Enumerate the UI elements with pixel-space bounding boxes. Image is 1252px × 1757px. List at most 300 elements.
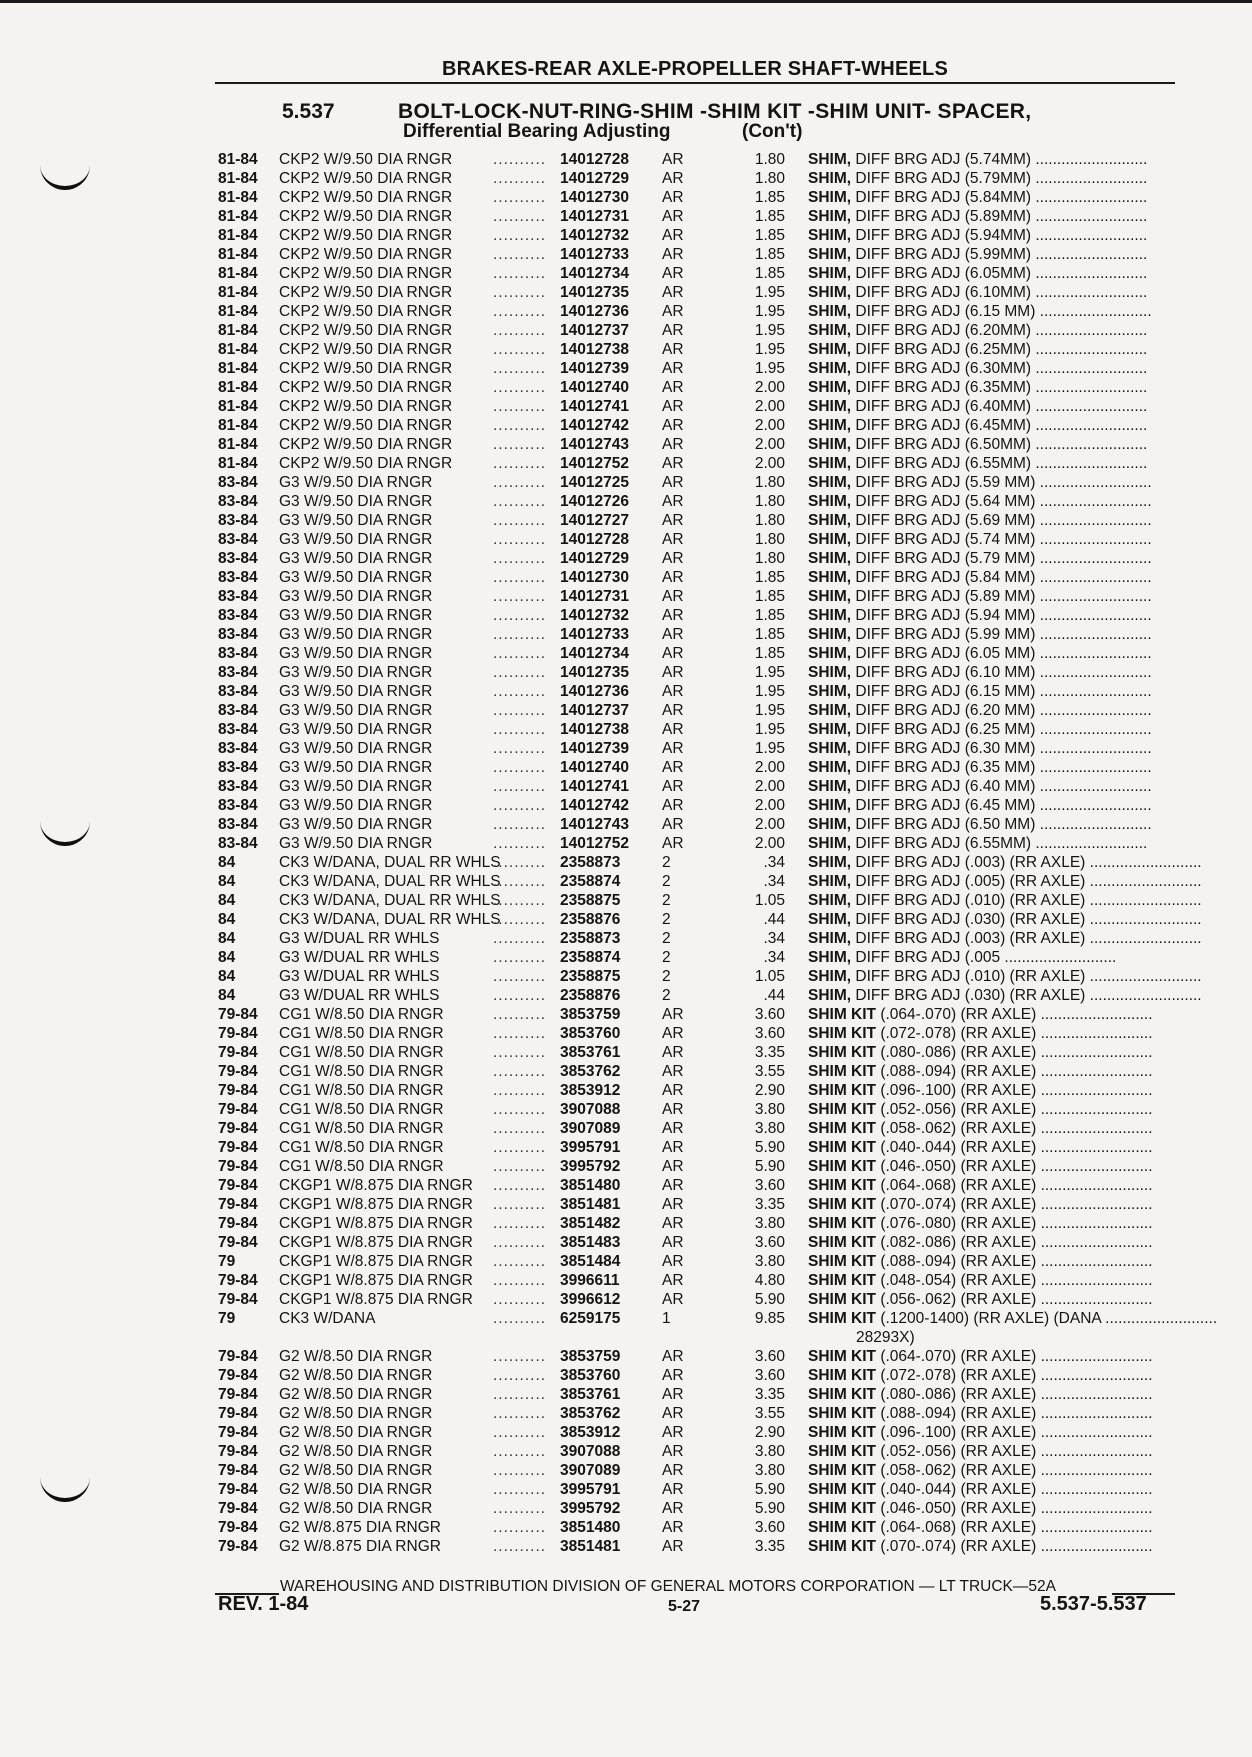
part-description (808, 606, 1176, 625)
year-range: 79-84 (218, 1348, 258, 1365)
price: 1.85 (754, 607, 785, 624)
part-spec: DIFF BRG ADJ (6.30 MM) (851, 740, 1036, 757)
quantity: AR (662, 1253, 684, 1270)
leader-dots: .......... (493, 987, 547, 1004)
price: 5.90 (754, 1139, 785, 1156)
model-application: CKP2 W/9.50 DIA RNGR (279, 189, 453, 206)
year-range: 83-84 (218, 550, 258, 567)
table-row (0, 986, 1252, 1005)
quantity: 2 (662, 911, 671, 928)
year-range: 83-84 (218, 588, 258, 605)
part-number: 3851480 (560, 1177, 621, 1194)
leader-dots: .......................... (1031, 322, 1148, 339)
part-type: SHIM, (808, 341, 852, 358)
table-row (0, 1347, 1252, 1366)
part-spec: DIFF BRG ADJ (.030) (RR AXLE) (851, 987, 1086, 1004)
part-type: SHIM, (808, 265, 852, 282)
model-application: G2 W/8.50 DIA RNGR (279, 1462, 433, 1479)
part-description (808, 1518, 1176, 1537)
price: 2.00 (754, 797, 785, 814)
quantity: AR (662, 607, 684, 624)
part-number: 14012743 (560, 816, 629, 833)
quantity: AR (662, 1025, 684, 1042)
leader-dots: .......... (493, 322, 547, 339)
part-description (808, 435, 1176, 454)
leader-dots: .......... (493, 170, 547, 187)
part-description (808, 530, 1176, 549)
leader-dots: .......................... (1031, 455, 1148, 472)
leader-dots: .......................... (1035, 759, 1152, 776)
part-type: SHIM KIT (808, 1120, 877, 1137)
part-number: 6259175 (560, 1310, 621, 1327)
part-type: SHIM KIT (808, 1253, 877, 1270)
model-application: G3 W/9.50 DIA RNGR (279, 702, 433, 719)
leader-dots: .......... (493, 398, 547, 415)
leader-dots: .......................... (1036, 1481, 1153, 1498)
part-number: 14012734 (560, 645, 629, 662)
price: 3.60 (754, 1006, 785, 1023)
price: 3.80 (754, 1120, 785, 1137)
part-spec: (.088-.094) (RR AXLE) (876, 1405, 1037, 1422)
price: 1.85 (754, 189, 785, 206)
price: 1.85 (754, 569, 785, 586)
model-application: CKGP1 W/8.875 DIA RNGR (279, 1215, 473, 1232)
leader-dots: .......................... (1085, 854, 1202, 871)
price: 1.85 (754, 265, 785, 282)
quantity: AR (662, 436, 684, 453)
year-range: 83-84 (218, 816, 258, 833)
leader-dots: .......................... (1036, 1139, 1153, 1156)
part-type: SHIM KIT (808, 1044, 877, 1061)
part-number: 3851483 (560, 1234, 621, 1251)
quantity: AR (662, 303, 684, 320)
table-row (0, 169, 1252, 188)
year-range: 79-84 (218, 1025, 258, 1042)
part-spec: DIFF BRG ADJ (.005) (RR AXLE) (851, 873, 1086, 890)
model-application: CG1 W/8.50 DIA RNGR (279, 1158, 444, 1175)
year-range: 83-84 (218, 759, 258, 776)
quantity: AR (662, 493, 684, 510)
table-row (0, 492, 1252, 511)
price: 1.80 (754, 550, 785, 567)
price: 1.95 (754, 322, 785, 339)
year-range: 79-84 (218, 1101, 258, 1118)
quantity: AR (662, 1196, 684, 1213)
year-range: 83-84 (218, 797, 258, 814)
part-type: SHIM, (808, 227, 852, 244)
table-row (0, 435, 1252, 454)
model-application: CKP2 W/9.50 DIA RNGR (279, 265, 453, 282)
part-spec: DIFF BRG ADJ (6.50MM) (851, 436, 1032, 453)
leader-dots: .......... (493, 778, 547, 795)
section-number: 5.537 (282, 100, 335, 123)
part-number: 14012739 (560, 740, 629, 757)
leader-dots: .......................... (1036, 1044, 1153, 1061)
part-number: 3907089 (560, 1462, 621, 1479)
price: 3.80 (754, 1215, 785, 1232)
part-description (808, 378, 1176, 397)
part-type: SHIM, (808, 284, 852, 301)
price: 3.60 (754, 1367, 785, 1384)
leader-dots: .......................... (1031, 227, 1148, 244)
year-range: 83-84 (218, 740, 258, 757)
leader-dots: .......................... (1000, 949, 1117, 966)
leader-dots: .......................... (1085, 930, 1202, 947)
leader-dots: .......................... (1031, 170, 1148, 187)
top-rule (0, 0, 1252, 3)
year-range: 84 (218, 892, 236, 909)
leader-dots: .......................... (1031, 379, 1148, 396)
price: 5.90 (754, 1291, 785, 1308)
leader-dots: .......... (493, 1310, 547, 1327)
leader-dots: .......................... (1036, 1272, 1153, 1289)
part-spec: DIFF BRG ADJ (6.40 MM) (851, 778, 1036, 795)
quantity: AR (662, 1101, 684, 1118)
part-spec: (.064-.068) (RR AXLE) (876, 1519, 1037, 1536)
leader-dots: .......... (493, 531, 547, 548)
quantity: AR (662, 588, 684, 605)
leader-dots: .......................... (1035, 702, 1152, 719)
part-type: SHIM KIT (808, 1139, 877, 1156)
year-range: 79-84 (218, 1044, 258, 1061)
page-title: BRAKES-REAR AXLE-PROPELLER SHAFT-WHEELS (442, 58, 948, 80)
leader-dots: .......................... (1036, 1253, 1153, 1270)
price: 1.85 (754, 645, 785, 662)
leader-dots: .......... (493, 1177, 547, 1194)
model-application: CKGP1 W/8.875 DIA RNGR (279, 1177, 473, 1194)
price: 1.80 (754, 151, 785, 168)
model-application: G2 W/8.50 DIA RNGR (279, 1386, 433, 1403)
part-description (808, 1290, 1176, 1309)
price: 2.90 (754, 1424, 785, 1441)
price: 2.00 (754, 379, 785, 396)
year-range: 84 (218, 873, 236, 890)
quantity: AR (662, 1348, 684, 1365)
model-application: CK3 W/DANA, DUAL RR WHLS (279, 911, 501, 928)
price: 1.95 (754, 683, 785, 700)
table-row (0, 397, 1252, 416)
leader-dots: .......................... (1031, 265, 1148, 282)
part-description (808, 1233, 1176, 1252)
part-number: 14012730 (560, 569, 629, 586)
part-type: SHIM KIT (808, 1196, 877, 1213)
year-range: 79-84 (218, 1386, 258, 1403)
part-spec: DIFF BRG ADJ (6.35 MM) (851, 759, 1036, 776)
table-row (0, 1252, 1252, 1271)
year-range: 81-84 (218, 208, 258, 225)
part-type: SHIM, (808, 170, 852, 187)
table-row (0, 625, 1252, 644)
model-application: G3 W/9.50 DIA RNGR (279, 759, 433, 776)
leader-dots: .......... (493, 1234, 547, 1251)
year-range: 79-84 (218, 1196, 258, 1213)
leader-dots: .......... (493, 1367, 547, 1384)
leader-dots: .......... (493, 1272, 547, 1289)
quantity: AR (662, 341, 684, 358)
part-type: SHIM, (808, 702, 852, 719)
price: 9.85 (754, 1310, 785, 1327)
part-type: SHIM KIT (808, 1101, 877, 1118)
price: 1.95 (754, 284, 785, 301)
leader-dots: .......... (493, 208, 547, 225)
model-application: G3 W/9.50 DIA RNGR (279, 816, 433, 833)
quantity: AR (662, 512, 684, 529)
quantity: AR (662, 1443, 684, 1460)
leader-dots: .......... (493, 949, 547, 966)
part-spec: DIFF BRG ADJ (6.10MM) (851, 284, 1032, 301)
year-range: 79-84 (218, 1443, 258, 1460)
leader-dots: .......... (493, 1538, 547, 1555)
part-type: SHIM, (808, 930, 852, 947)
leader-dots: .......................... (1036, 1063, 1153, 1080)
part-number: 14012726 (560, 493, 629, 510)
part-description (808, 891, 1202, 910)
part-type: SHIM, (808, 569, 852, 586)
leader-dots: .......................... (1036, 1158, 1153, 1175)
table-row (0, 549, 1252, 568)
leader-dots: .......................... (1035, 474, 1152, 491)
part-description (808, 264, 1176, 283)
leader-dots: .......... (493, 1481, 547, 1498)
leader-dots: .......... (493, 740, 547, 757)
part-spec: DIFF BRG ADJ (.003) (RR AXLE) (851, 854, 1086, 871)
part-spec: (.072-.078) (RR AXLE) (876, 1025, 1037, 1042)
quantity: AR (662, 1386, 684, 1403)
table-row (0, 758, 1252, 777)
part-spec: DIFF BRG ADJ (6.20MM) (851, 322, 1032, 339)
part-number: 14012741 (560, 398, 629, 415)
model-application: G2 W/8.50 DIA RNGR (279, 1500, 433, 1517)
part-number: 3851481 (560, 1196, 621, 1213)
year-range: 79-84 (218, 1234, 258, 1251)
model-application: G3 W/9.50 DIA RNGR (279, 607, 433, 624)
leader-dots: .......... (493, 455, 547, 472)
price: 1.95 (754, 341, 785, 358)
year-range: 81-84 (218, 398, 258, 415)
part-number: 3851484 (560, 1253, 621, 1270)
part-type: SHIM, (808, 512, 852, 529)
model-application: G3 W/9.50 DIA RNGR (279, 797, 433, 814)
leader-dots: .......................... (1085, 987, 1202, 1004)
year-range: 83-84 (218, 721, 258, 738)
table-row (0, 1499, 1252, 1518)
part-number: 14012738 (560, 341, 629, 358)
part-type: SHIM KIT (808, 1443, 877, 1460)
table-row (0, 1518, 1252, 1537)
part-description (808, 568, 1176, 587)
price: 1.95 (754, 740, 785, 757)
quantity: AR (662, 1177, 684, 1194)
table-row (0, 1233, 1252, 1252)
part-description (808, 226, 1176, 245)
part-number: 14012731 (560, 208, 629, 225)
part-number: 14012742 (560, 797, 629, 814)
leader-dots: .......... (493, 1348, 547, 1365)
price: 1.95 (754, 303, 785, 320)
section-title: BOLT-LOCK-NUT-RING-SHIM -SHIM KIT -SHIM UNIT- SPACER, (398, 100, 1032, 123)
part-spec: DIFF BRG ADJ (5.79MM) (851, 170, 1032, 187)
year-range: 81-84 (218, 379, 258, 396)
quantity: AR (662, 1481, 684, 1498)
part-description (808, 1119, 1176, 1138)
leader-dots: .......................... (1031, 835, 1148, 852)
part-number: 2358875 (560, 892, 621, 909)
leader-dots: .......................... (1031, 208, 1148, 225)
year-range: 83-84 (218, 569, 258, 586)
part-description (808, 1062, 1176, 1081)
model-application: G3 W/9.50 DIA RNGR (279, 721, 433, 738)
leader-dots: .......... (493, 1253, 547, 1270)
table-row (0, 720, 1252, 739)
price: 1.85 (754, 208, 785, 225)
quantity: AR (662, 398, 684, 415)
model-application: CG1 W/8.50 DIA RNGR (279, 1006, 444, 1023)
price: 1.80 (754, 531, 785, 548)
year-range: 79-84 (218, 1367, 258, 1384)
table-row (0, 1157, 1252, 1176)
part-type: SHIM KIT (808, 1082, 877, 1099)
leader-dots: .......................... (1035, 512, 1152, 529)
price: 3.35 (754, 1196, 785, 1213)
leader-dots: .......... (493, 1500, 547, 1517)
price: 2.90 (754, 1082, 785, 1099)
leader-dots: .......................... (1036, 1082, 1153, 1099)
part-description (808, 777, 1176, 796)
part-description (808, 416, 1176, 435)
model-application: G2 W/8.50 DIA RNGR (279, 1348, 433, 1365)
leader-dots: .......................... (1031, 436, 1148, 453)
part-spec: (.064-.070) (RR AXLE) (876, 1348, 1037, 1365)
table-row (0, 530, 1252, 549)
table-row (0, 359, 1252, 378)
model-application: CKP2 W/9.50 DIA RNGR (279, 322, 453, 339)
leader-dots: .......... (493, 284, 547, 301)
leader-dots: .......................... (1036, 1348, 1153, 1365)
table-row (0, 1480, 1252, 1499)
price: 3.60 (754, 1519, 785, 1536)
part-description (808, 967, 1202, 986)
part-spec: DIFF BRG ADJ (6.05 MM) (851, 645, 1036, 662)
quantity: AR (662, 759, 684, 776)
part-description (808, 1423, 1176, 1442)
leader-dots: .......... (493, 1215, 547, 1232)
model-application: CKGP1 W/8.875 DIA RNGR (279, 1291, 473, 1308)
part-spec: DIFF BRG ADJ (5.59 MM) (851, 474, 1036, 491)
model-application: CKP2 W/9.50 DIA RNGR (279, 379, 453, 396)
part-spec: DIFF BRG ADJ (6.20 MM) (851, 702, 1036, 719)
quantity: AR (662, 1519, 684, 1536)
part-description (808, 1309, 1218, 1328)
part-spec: (.088-.094) (RR AXLE) (876, 1063, 1037, 1080)
part-description (808, 1176, 1176, 1195)
leader-dots: .......... (493, 1386, 547, 1403)
model-application: G2 W/8.875 DIA RNGR (279, 1519, 441, 1536)
model-application: G3 W/DUAL RR WHLS (279, 987, 440, 1004)
title-rule (215, 82, 1175, 84)
quantity: AR (662, 778, 684, 795)
quantity: AR (662, 322, 684, 339)
leader-dots: .......................... (1035, 740, 1152, 757)
leader-dots: .......... (493, 1196, 547, 1213)
year-range: 83-84 (218, 645, 258, 662)
part-number: 14012729 (560, 550, 629, 567)
table-row (0, 1081, 1252, 1100)
table-row (0, 150, 1252, 169)
part-type: SHIM, (808, 721, 852, 738)
part-spec: DIFF BRG ADJ (.030) (RR AXLE) (851, 911, 1086, 928)
price: 3.80 (754, 1462, 785, 1479)
year-range: 84 (218, 911, 236, 928)
leader-dots: .......................... (1035, 816, 1152, 833)
part-type: SHIM, (808, 417, 852, 434)
leader-dots: .......................... (1035, 569, 1152, 586)
quantity: AR (662, 569, 684, 586)
quantity: AR (662, 1424, 684, 1441)
year-range: 79-84 (218, 1082, 258, 1099)
part-number: 3853760 (560, 1367, 621, 1384)
price: 2.00 (754, 835, 785, 852)
leader-dots: .......................... (1035, 588, 1152, 605)
year-range: 79-84 (218, 1462, 258, 1479)
quantity: AR (662, 189, 684, 206)
table-row (0, 264, 1252, 283)
table-row (0, 1423, 1252, 1442)
leader-dots: .......... (493, 493, 547, 510)
part-spec: DIFF BRG ADJ (5.99 MM) (851, 626, 1036, 643)
leader-dots: .......... (493, 797, 547, 814)
leader-dots: .......... (493, 702, 547, 719)
price: 2.00 (754, 759, 785, 776)
part-spec: (.082-.086) (RR AXLE) (876, 1234, 1037, 1251)
part-description (808, 169, 1176, 188)
part-spec: (.070-.074) (RR AXLE) (876, 1196, 1037, 1213)
leader-dots: .......... (493, 1424, 547, 1441)
model-application: CG1 W/8.50 DIA RNGR (279, 1101, 444, 1118)
year-range: 79-84 (218, 1139, 258, 1156)
leader-dots: .......................... (1031, 151, 1148, 168)
year-range: 83-84 (218, 512, 258, 529)
quantity: 2 (662, 892, 671, 909)
leader-dots: .......... (493, 379, 547, 396)
part-number: 14012729 (560, 170, 629, 187)
leader-dots: .......... (493, 1462, 547, 1479)
leader-dots: .......... (493, 854, 547, 871)
leader-dots: .......................... (1036, 1462, 1153, 1479)
page-number: 5-27 (668, 1598, 701, 1615)
quantity: 2 (662, 930, 671, 947)
model-application: G3 W/9.50 DIA RNGR (279, 569, 433, 586)
model-application: G2 W/8.50 DIA RNGR (279, 1424, 433, 1441)
year-range: 79-84 (218, 1405, 258, 1422)
year-range: 79-84 (218, 1177, 258, 1194)
part-description (808, 1100, 1176, 1119)
part-type: SHIM, (808, 474, 852, 491)
table-row (0, 815, 1252, 834)
leader-dots: .......... (493, 1082, 547, 1099)
table-row (0, 1043, 1252, 1062)
quantity: AR (662, 1462, 684, 1479)
table-row (0, 1062, 1252, 1081)
leader-dots: .......... (493, 1063, 547, 1080)
quantity: AR (662, 151, 684, 168)
model-application: G3 W/9.50 DIA RNGR (279, 778, 433, 795)
model-application: CKP2 W/9.50 DIA RNGR (279, 284, 453, 301)
price: 3.35 (754, 1386, 785, 1403)
leader-dots: .......... (493, 759, 547, 776)
model-application: CG1 W/8.50 DIA RNGR (279, 1044, 444, 1061)
part-description (808, 739, 1176, 758)
part-description (808, 644, 1176, 663)
